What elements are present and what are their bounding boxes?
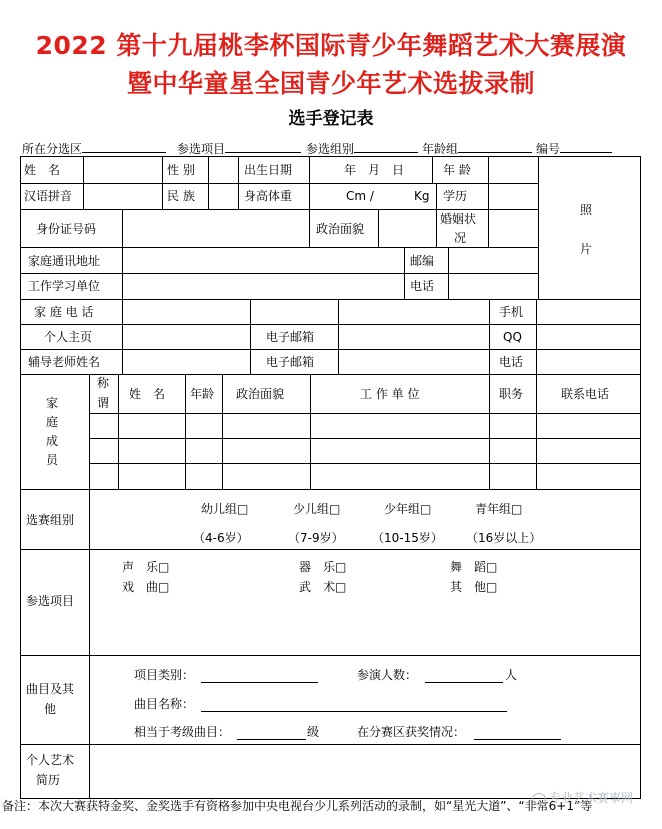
label-pinyin: 汉语拼音 xyxy=(24,189,73,203)
form-title: 选手登记表 xyxy=(288,109,374,129)
label-marital-2: 况 xyxy=(454,231,467,245)
header-group: 参选组别 xyxy=(306,140,418,157)
label-participants: 参演人数： xyxy=(357,668,418,682)
label-education: 学历 xyxy=(443,189,468,203)
group-option-range: （10-15岁） xyxy=(372,531,443,545)
piece-name-field[interactable] xyxy=(201,711,507,712)
grade-field[interactable] xyxy=(237,739,306,740)
label-birth: 出生日期 xyxy=(244,163,293,177)
participants-field[interactable] xyxy=(425,682,503,683)
label-cm: Cm / xyxy=(346,189,374,203)
family-relation-2: 谓 xyxy=(97,396,110,410)
label-work-unit: 工作学习单位 xyxy=(28,279,101,293)
family-political-header: 政治面貌 xyxy=(236,387,285,401)
label-marital-1: 婚姻状 xyxy=(440,212,477,226)
label-photo-1: 照 xyxy=(580,203,593,217)
footnote: 备注：本次大赛获特金奖、金奖选手有资格参加中央电视台少儿系列活动的录制，如“星光大道”、“非常6+1”等 xyxy=(2,799,593,813)
project-item[interactable]: 舞 蹈□ xyxy=(450,560,498,574)
family-work-unit-header: 工 作 单 位 xyxy=(360,387,420,401)
watermark: 专业艺术赛事网 xyxy=(532,789,633,806)
label-political: 政治面貌 xyxy=(316,222,365,236)
label-email-2: 电子邮箱 xyxy=(266,355,315,369)
label-home-phone: 家 庭 电 话 xyxy=(34,305,94,319)
label-grade-unit: 级 xyxy=(307,725,320,739)
label-award: 在分赛区获奖情况： xyxy=(357,725,466,739)
label-participants-unit: 人 xyxy=(505,668,518,682)
label-year-month-day: 年 月 日 xyxy=(344,163,405,177)
resume-label-2: 简历 xyxy=(36,773,61,787)
label-id-number: 身份证号码 xyxy=(36,222,97,236)
project-item[interactable]: 其 他□ xyxy=(450,580,498,594)
resume-label-1: 个人艺术 xyxy=(26,753,75,767)
group-option-name[interactable]: 幼儿组□ xyxy=(201,502,249,516)
project-item[interactable]: 武 术□ xyxy=(299,580,347,594)
project-item[interactable]: 戏 曲□ xyxy=(122,580,170,594)
label-category: 项目类别： xyxy=(134,668,195,682)
label-name: 姓 名 xyxy=(24,163,61,177)
label-gender: 性 别 xyxy=(167,163,195,177)
group-option-range: （4-6岁） xyxy=(193,531,249,545)
project-item[interactable]: 声 乐□ xyxy=(122,560,170,574)
group-option-range: （7-9岁） xyxy=(288,531,344,545)
label-qq: QQ xyxy=(503,330,522,344)
label-address: 家庭通讯地址 xyxy=(28,254,101,268)
projects-label: 参选项目 xyxy=(26,594,75,608)
label-phone-2: 电话 xyxy=(499,355,524,369)
label-teacher: 辅导老师姓名 xyxy=(28,355,101,369)
label-height-weight: 身高体重 xyxy=(244,189,293,203)
label-homepage: 个人主页 xyxy=(44,330,93,344)
pieces-label-1: 曲目及其 xyxy=(26,682,75,696)
label-piece-name: 曲目名称： xyxy=(134,697,195,711)
label-photo-2: 片 xyxy=(580,242,593,256)
family-name-header: 姓 名 xyxy=(129,387,166,401)
label-grade: 相当于考级曲目： xyxy=(134,725,231,739)
label-mobile: 手机 xyxy=(499,305,524,319)
wechat-icon xyxy=(532,793,546,805)
header-region: 所在分选区 xyxy=(22,140,166,157)
label-email: 电子邮箱 xyxy=(266,330,315,344)
project-item[interactable]: 器 乐□ xyxy=(299,560,347,574)
pieces-label-2: 他 xyxy=(44,702,57,716)
group-option-range: （16岁以上） xyxy=(466,531,542,545)
group-option-name[interactable]: 少年组□ xyxy=(384,502,432,516)
group-option-name[interactable]: 少儿组□ xyxy=(293,502,341,516)
header-number: 编号 xyxy=(536,140,612,157)
main-title-line1: 2022 第十九届桃李杯国际青少年舞蹈艺术大赛展演 xyxy=(35,31,627,60)
label-phone: 电话 xyxy=(410,279,435,293)
family-position-header: 职务 xyxy=(499,387,524,401)
header-age-group: 年龄组 xyxy=(422,140,532,157)
label-ethnicity: 民 族 xyxy=(167,189,195,203)
family-contact-header: 联系电话 xyxy=(561,387,610,401)
groups-label: 选赛组别 xyxy=(26,513,75,527)
main-title-line2: 暨中华童星全国青少年艺术选拔录制 xyxy=(126,69,535,98)
label-age: 年 龄 xyxy=(443,163,471,177)
header-project: 参选项目 xyxy=(177,140,301,157)
label-postcode: 邮编 xyxy=(410,254,435,268)
label-kg: Kg xyxy=(414,189,430,203)
award-field[interactable] xyxy=(474,739,561,740)
family-relation-1: 称 xyxy=(97,376,110,390)
family-age-header: 年龄 xyxy=(190,387,215,401)
group-option-name[interactable]: 青年组□ xyxy=(475,502,523,516)
category-field[interactable] xyxy=(201,682,318,683)
